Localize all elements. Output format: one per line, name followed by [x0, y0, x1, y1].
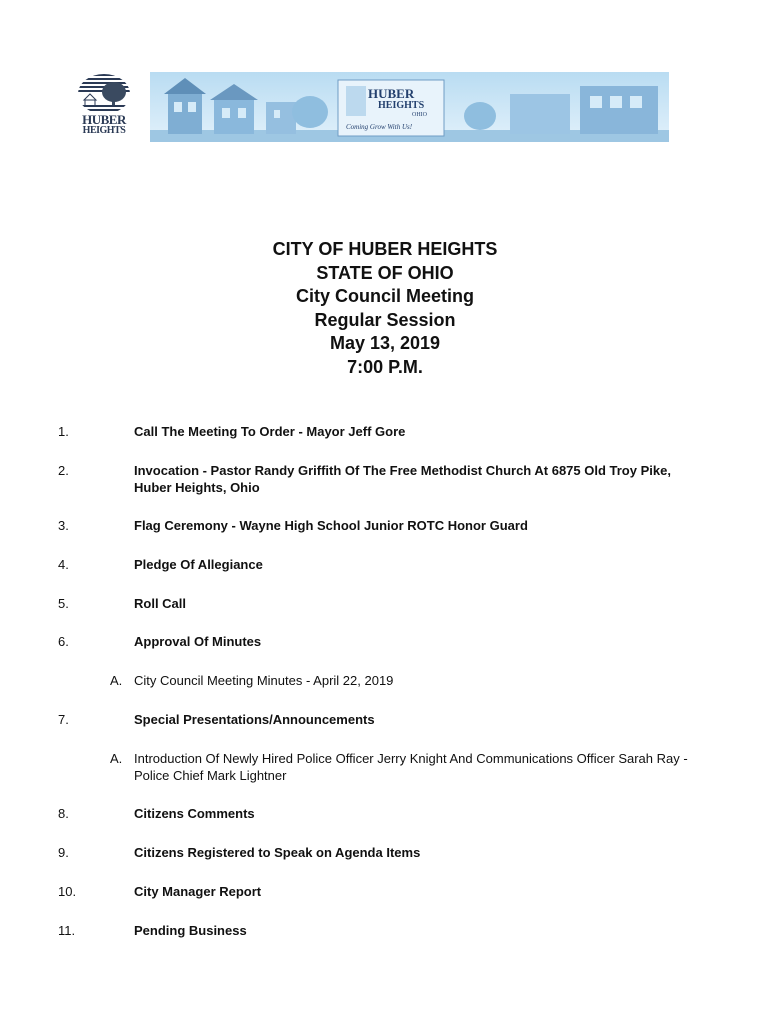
- title-session: Regular Session: [314, 309, 456, 330]
- document-title: [0, 238, 770, 380]
- agenda-item-text: Pending Business: [134, 923, 247, 938]
- agenda-item-text: Special Presentations/Announcements: [134, 712, 375, 727]
- agenda-item-text: Citizens Registered to Speak on Agenda Items: [134, 845, 421, 860]
- agenda-subitem-letter: A.: [110, 673, 123, 688]
- agenda-subitem-letter: A.: [110, 751, 123, 766]
- agenda-item-text: Pledge Of Allegiance: [134, 557, 263, 572]
- city-logo: [76, 72, 132, 138]
- agenda-item-number: 1.: [58, 424, 69, 439]
- banner-sign-text-2: HEIGHTS: [378, 100, 425, 111]
- agenda-item-text: Citizens Comments: [134, 806, 255, 821]
- agenda-item-text: Approval Of Minutes: [134, 634, 262, 649]
- agenda-item-number: 10.: [58, 884, 77, 899]
- title-city: CITY OF HUBER HEIGHTS: [272, 239, 498, 259]
- logo-text-line1: HUBER: [82, 112, 126, 127]
- agenda-item-text: Invocation - Pastor Randy Griffith Of The Free Methodist Church At 6875 Old Troy Pike, Huber Heights, Ohio: [134, 463, 671, 495]
- logo-text-line2: HEIGHTS: [82, 125, 126, 136]
- agenda-item-number: 9.: [58, 845, 69, 860]
- title-meeting: City Council Meeting: [295, 286, 474, 307]
- title-time: 7:00 P.M.: [347, 356, 423, 377]
- banner-sign-text-1: HUBER: [368, 86, 415, 101]
- city-logo-emblem: [76, 72, 132, 112]
- title-state: STATE OF OHIO: [316, 262, 454, 283]
- agenda-subitem-text: Introduction Of Newly Hired Police Officer Jerry Knight And Communications Officer Sarah Ray - Police Chief Mark Lightner: [134, 751, 688, 783]
- agenda-item-text: City Manager Report: [134, 884, 262, 899]
- agenda-subitem-text: City Council Meeting Minutes - April 22, 2019: [134, 673, 394, 688]
- header-banner-image: [150, 72, 669, 142]
- agenda-item-number: 2.: [58, 463, 69, 478]
- agenda-item-number: 7.: [58, 712, 69, 727]
- banner-sign-text-4: Coming Grow With Us!: [346, 123, 413, 131]
- agenda-item-text: Roll Call: [134, 596, 187, 611]
- agenda-item-number: 5.: [58, 596, 69, 611]
- title-date: May 13, 2019: [329, 333, 441, 354]
- agenda-item-text: Call The Meeting To Order - Mayor Jeff Gore: [134, 424, 406, 439]
- agenda-item-number: 8.: [58, 806, 69, 821]
- banner-sign-text-3: OHIO: [412, 112, 427, 118]
- agenda-item-text: Flag Ceremony - Wayne High School Junior ROTC Honor Guard: [134, 518, 528, 533]
- agenda-item-number: 4.: [58, 557, 69, 572]
- agenda-item-number: 6.: [58, 634, 69, 649]
- agenda-item-number: 3.: [58, 518, 69, 533]
- agenda-item-number: 11.: [58, 923, 76, 938]
